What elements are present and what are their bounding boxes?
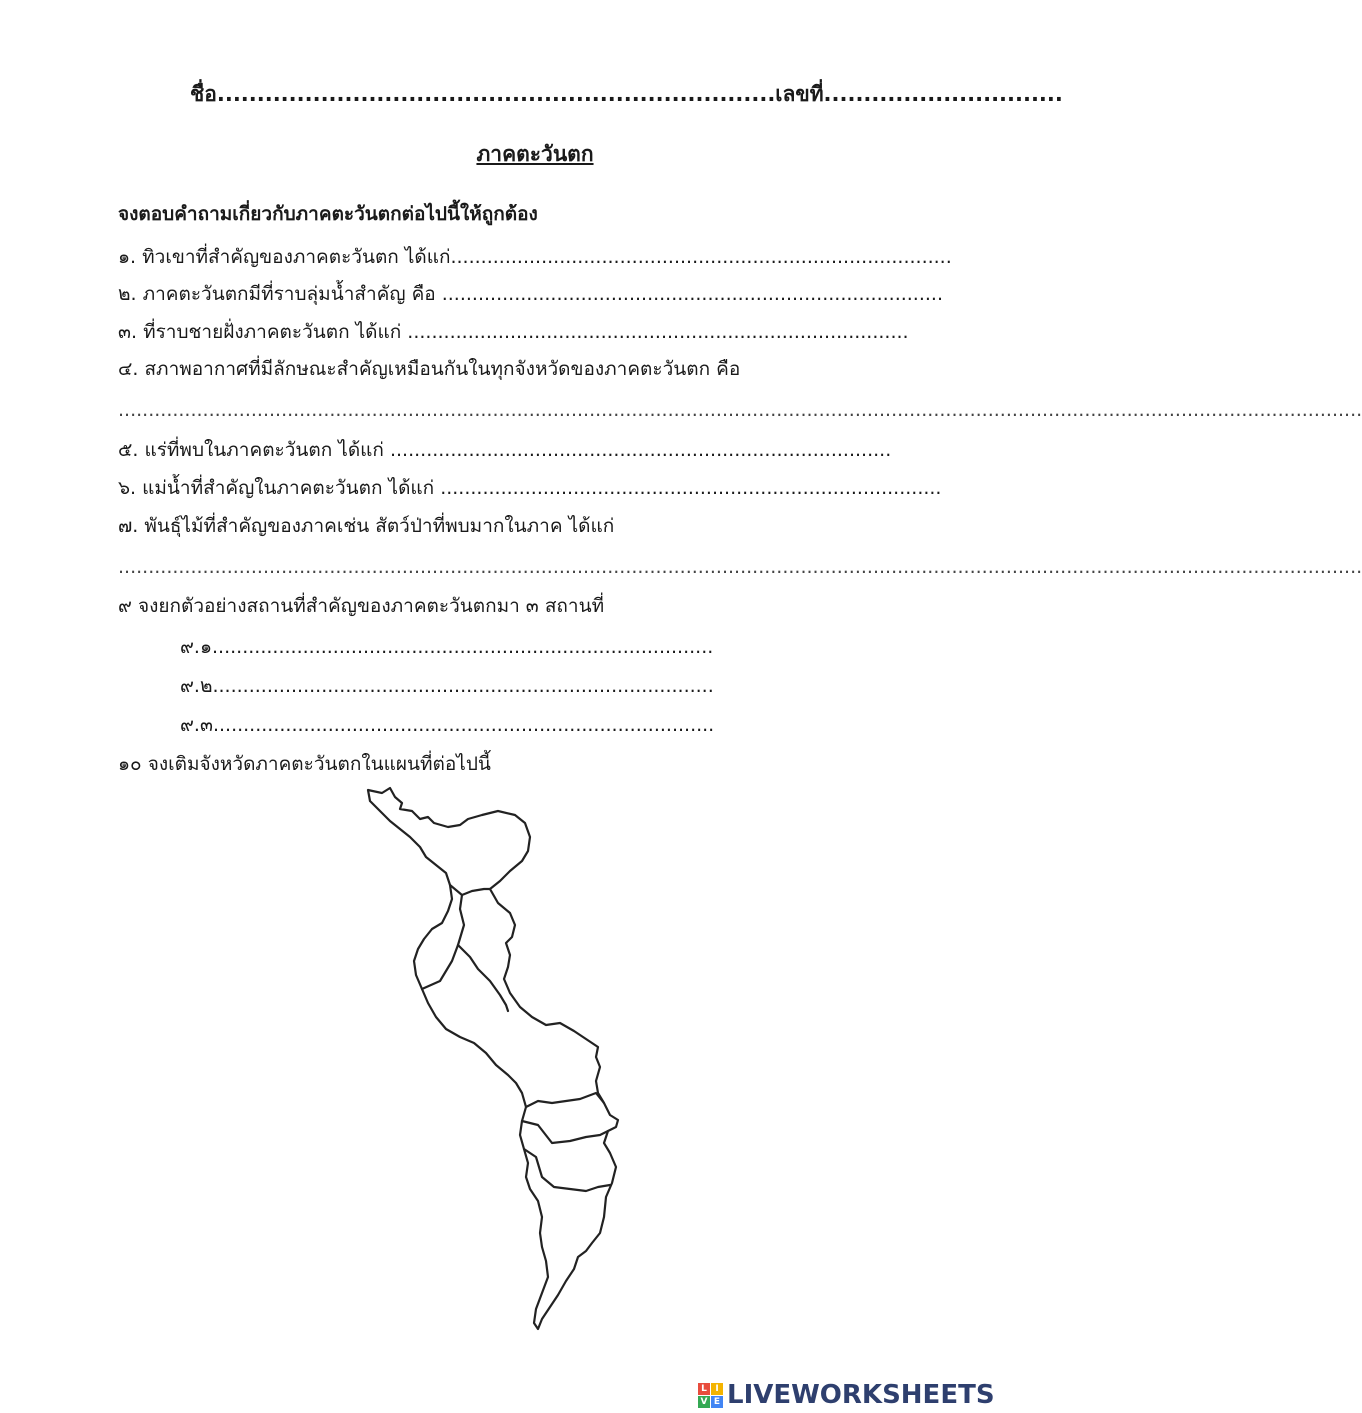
question-1: ๑. ทิวเขาที่สำคัญของภาคตะวันตก ได้แก่...................................................................................	[118, 246, 952, 268]
question-9-3: ๙.๓...................................................................................	[180, 714, 715, 736]
question-2: ๒. ภาคตะวันตกมีที่ราบลุ่มน้ำสำคัญ คือ ...................................................................................	[118, 283, 944, 305]
western-region-map	[360, 785, 630, 1335]
name-number-line: ชื่อ......................................................................เลขที่..............................	[190, 82, 1063, 106]
logo-text: LIVEWORKSHEETS	[727, 1380, 995, 1410]
question-7: ๗. พันธุ์ไม้ที่สำคัญของภาคเช่น สัตว์ป่าที่พบมากในภาค ได้แก่	[118, 515, 615, 537]
question-9: ๙ จงยกตัวอย่างสถานที่สำคัญของภาคตะวันตกมา ๓ สถานที่	[118, 595, 605, 617]
question-4-answer-line: ..............................................................................................................................................................................................................	[118, 399, 1362, 421]
question-4: ๔. สภาพอากาศที่มีลักษณะสำคัญเหมือนกันในทุกจังหวัดของภาคตะวันตก คือ	[118, 358, 741, 380]
map-border-6	[524, 1149, 610, 1191]
map-border-5	[522, 1121, 608, 1143]
map-border-1	[450, 885, 490, 895]
logo-cube-icon	[698, 1383, 723, 1408]
question-10: ๑๐ จงเติมจังหวัดภาคตะวันตกในแผนที่ต่อไปนี้	[118, 753, 491, 775]
logo-cube-e: E	[711, 1396, 723, 1408]
question-9-2: ๙.๒...................................................................................	[180, 675, 714, 697]
map-border-3	[422, 895, 464, 989]
map-outline	[368, 788, 618, 1329]
question-7-answer-line: ..............................................................................................................................................................................................................	[118, 556, 1362, 578]
page-title-text: ภาคตะวันตก	[476, 142, 594, 166]
logo-cube-i: I	[711, 1383, 723, 1395]
map-border-4	[526, 1093, 604, 1107]
question-6: ๖. แม่น้ำที่สำคัญในภาคตะวันตก ได้แก่ ...................................................................................	[118, 477, 942, 499]
logo-cube-l: L	[698, 1383, 710, 1395]
logo-cube-v: V	[698, 1396, 710, 1408]
question-3: ๓. ที่ราบชายฝั่งภาคตะวันตก ได้แก่ ...................................................................................	[118, 321, 909, 343]
instruction: จงตอบคำถามเกี่ยวกับภาคตะวันตกต่อไปนี้ให้ถูกต้อง	[118, 203, 538, 225]
liveworksheets-logo	[698, 1380, 995, 1410]
map-border-2	[458, 945, 508, 1011]
question-5: ๕. แร่ที่พบในภาคตะวันตก ได้แก่ ...................................................................................	[118, 439, 892, 461]
page-title	[0, 140, 1070, 168]
question-9-1: ๙.๑...................................................................................	[180, 636, 714, 658]
